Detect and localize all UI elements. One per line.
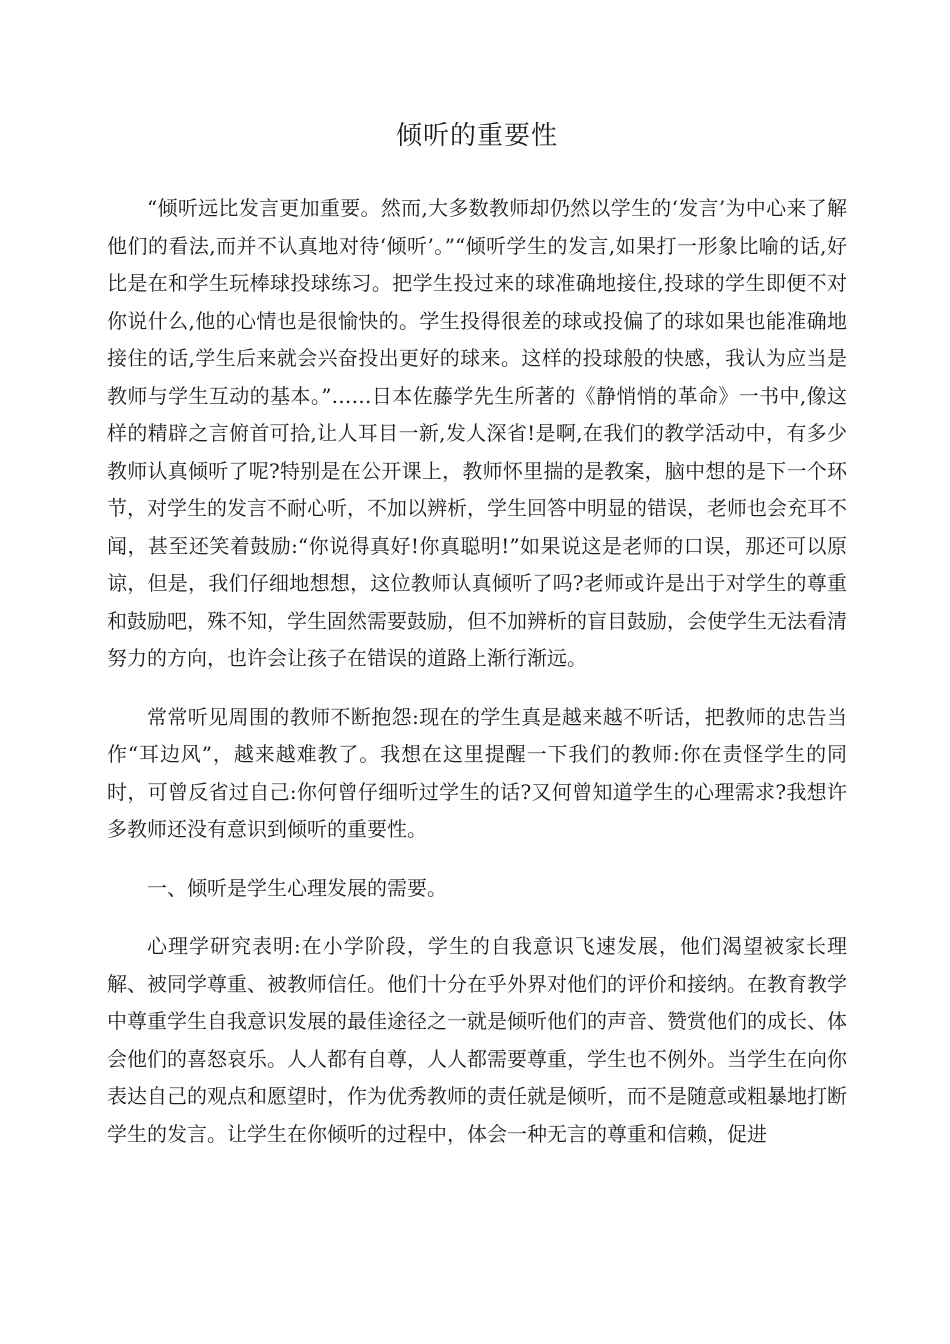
document-title: 倾听的重要性 bbox=[395, 121, 558, 151]
section-heading-one: 一、倾听是学生心理发展的需要。 bbox=[147, 875, 447, 900]
document-body bbox=[107, 190, 847, 1174]
paragraph-psychology: 心理学研究表明:在小学阶段，学生的自我意识飞速发展，他们渴望被家长理解、被同学尊重、被教师信任。他们十分在乎外界对他们的评价和接纳。在教育教学中尊重学生自我意识发展的最佳途径之一就是倾听他们的声音、赞赏他们的成长、体会他们的喜怒哀乐。人人都有自尊，人人都需要尊重，学生也不例外。当学生在向你表达自己的观点和愿望时，作为优秀教师的责任就是倾听，而不是随意或粗暴地打断学生的发言。让学生在你倾听的过程中，体会一种无言的尊重和信赖，促进 bbox=[107, 934, 847, 1146]
paragraph-intro-quote: “倾听远比发言更加重要。然而,大多数教师却仍然以学生的‘发言’为中心来了解他们的看法,而并不认真地对待‘倾听’。”“倾听学生的发言,如果打一形象比喻的话,好比是在和学生玩棒球投球练习。把学生投过来的球准确地接住,投球的学生即便不对你说什么,他的心情也是很愉快的。学生投得很差的球或投偏了的球如果也能准确地接住的话,学生后来就会兴奋投出更好的球来。这样的投球般的快感，我认为应当是教师与学生互动的基本。”……日本佐藤学先生所著的《静悄悄的革命》一书中,像这样的精辟之言俯首可拾,让人耳目一新,发人深省!是啊,在我们的教学活动中，有多少教师认真倾听了呢?特别是在公开课上，教师怀里揣的是教案，脑中想的是下一个环节，对学生的发言不耐心听，不加以辨析，学生回答中明显的错误，老师也会充耳不闻，甚至还笑着鼓励:“你说得真好!你真聪明!”如果说这是老师的口误，那还可以原谅，但是，我们仔细地想想，这位教师认真倾听了吗?老师或许是出于对学生的尊重和鼓励吧，殊不知，学生固然需要鼓励，但不加辨析的盲目鼓励，会使学生无法看清努力的方向，也许会让孩子在错误的道路上渐行渐远。 bbox=[107, 196, 847, 670]
paragraph-teacher-complaints: 常常听见周围的教师不断抱怨:现在的学生真是越来越不听话，把教师的忠告当作“耳边风”，越来越难教了。我想在这里提醒一下我们的教师:你在责怪学生的同时，可曾反省过自己:你何曾仔细听过学生的话?又何曾知道学生的心理需求?我想许多教师还没有意识到倾听的重要性。 bbox=[107, 704, 847, 841]
